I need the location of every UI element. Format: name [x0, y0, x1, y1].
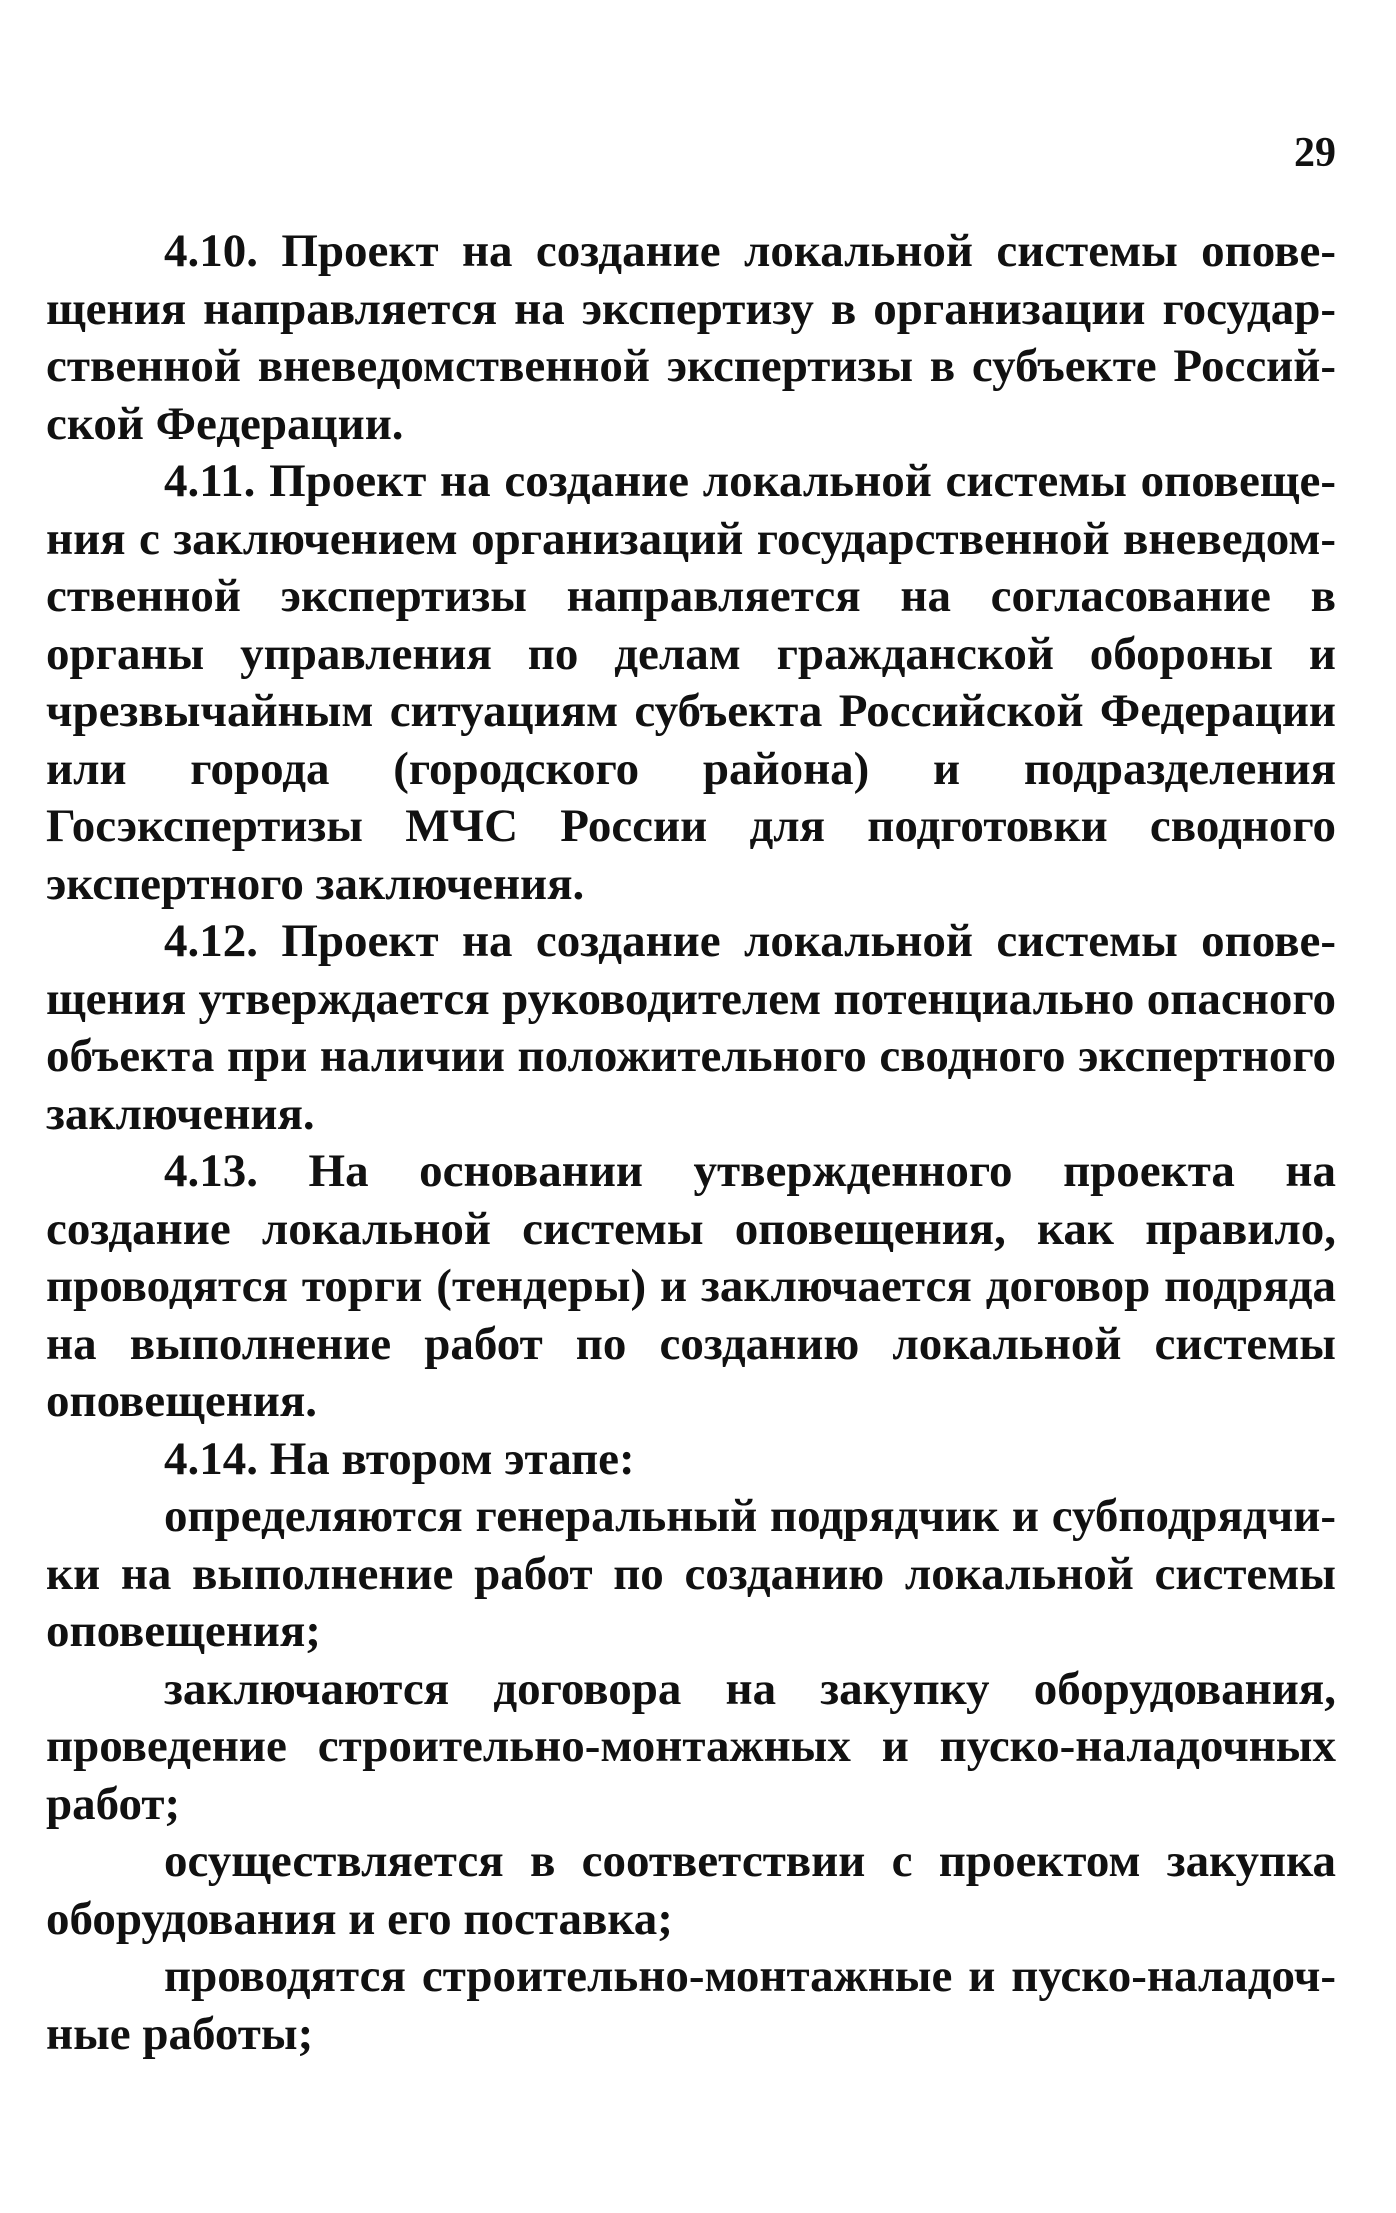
list-item-procurement: осуществляется в соответствии с проектом закупка оборудования и его поставка;	[46, 1835, 1336, 1945]
list-item-works: проводятся строительно-монтажные и пуско-наладочные работы;	[46, 1950, 1336, 2060]
paragraph-4-13: 4.13. На основании утвержденного проекта на создание локальной системы оповещения, как правило, проводятся торги (тендеры) и заключается договор подряда на выполнение работ по созданию локальной системы оповещения.	[46, 1145, 1336, 1427]
document-body	[46, 223, 1336, 2063]
paragraph-4-12: 4.12. Проект на создание локальной системы оповещения утверждается руководителем потенциально опасного объекта при наличии положительного сводного экспертного заключения.	[46, 915, 1336, 1140]
paragraph-4-10: 4.10. Проект на создание локальной системы оповещения направляется на экспертизу в организации государственной вневедомственной экспертизы в субъекте Российской Федерации.	[46, 225, 1336, 450]
page-number: 29	[1294, 130, 1336, 176]
list-item-contractors: определяются генеральный подрядчик и субподрядчики на выполнение работ по созданию локальной системы оповещения;	[46, 1490, 1336, 1657]
list-item-contracts: заключаются договора на закупку оборудования, проведение строительно-монтажных и пуско-наладочных работ;	[46, 1662, 1336, 1830]
paragraph-4-14: 4.14. На втором этапе:	[164, 1432, 635, 1485]
paragraph-4-11: 4.11. Проект на создание локальной системы оповещения с заключением организаций государственной вневедомственной экспертизы направляется на согласование в органы управления по делам гражданской обороны и чрезвычайным ситуациям субъекта Российской Федерации или города (городского района) и подразделения Госэкспертизы МЧС России для подготовки сводного экспертного заключения.	[46, 455, 1336, 910]
